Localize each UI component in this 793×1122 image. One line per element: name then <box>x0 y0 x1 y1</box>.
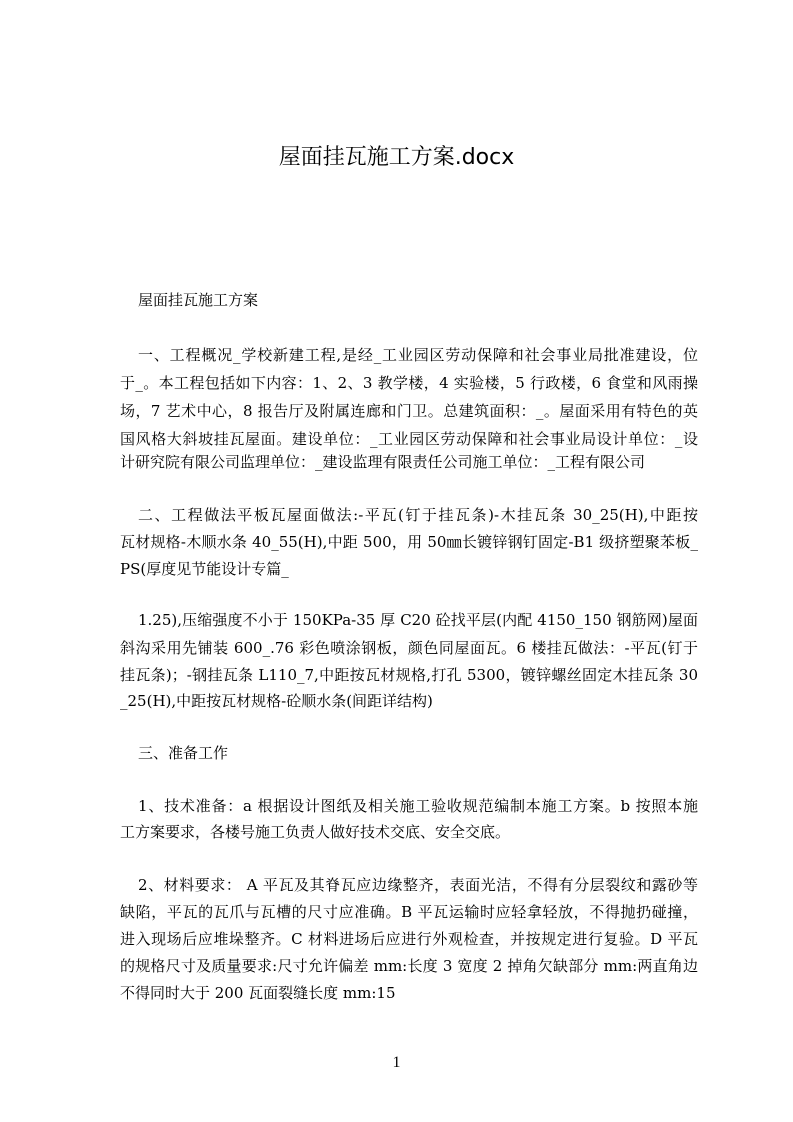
body-line: 工方案要求，各楼号施工负责人做好技术交底、安全交底。 <box>120 823 511 841</box>
body-line: 一、工程概况_学校新建工程,是经_工业园区劳动保障和社会事业局批准建设，位 <box>138 346 698 364</box>
body-line: 1、技术准备：a 根据设计图纸及相关施工验收规范编制本施工方案。b 按照本施 <box>138 797 698 815</box>
body-line: 瓦材规格-木顺水条 40_55(H),中距 500，用 50㎜长镀锌钢钉固定-B1 级挤塑聚苯板_ <box>120 533 698 551</box>
body-line: PS(厚度见节能设计专篇_ <box>120 560 289 578</box>
body-line: 2、材料要求： A 平瓦及其脊瓦应边缘整齐，表面光洁，不得有分层裂纹和露砂等 <box>138 876 698 894</box>
body-line: 的规格尺寸及质量要求:尺寸允许偏差 mm:长度 3 宽度 2 掉角欠缺部分 mm:两直角边 <box>120 957 698 975</box>
body-line: 计研究院有限公司监理单位：_建设监理有限责任公司施工单位：_工程有限公司 <box>120 453 646 471</box>
body-line: 挂瓦条)；-钢挂瓦条 L110_7,中距按瓦材规格,打孔 5300，镀锌螺丝固定木挂瓦条 30 <box>120 666 698 684</box>
body-line: 1.25),压缩强度不小于 150KPa-35 厚 C20 砼找平层(内配 4150_150 钢筋网)屋面 <box>138 611 698 629</box>
section-heading: 三、准备工作 <box>138 744 229 762</box>
body-line: 不得同时大于 200 瓦面裂缝长度 mm:15 <box>120 984 396 1002</box>
body-line: 进入现场后应堆垛整齐。C 材料进场后应进行外观检查，并按规定进行复验。D 平瓦 <box>120 930 698 948</box>
body-line: 国风格大斜坡挂瓦屋面。建设单位：_工业园区劳动保障和社会事业局设计单位：_设 <box>120 430 698 448</box>
body-line: _25(H),中距按瓦材规格-砼顺水条(间距详结构) <box>120 692 433 710</box>
body-line: 缺陷，平瓦的瓦爪与瓦槽的尺寸应准确。B 平瓦运输时应轻拿轻放，不得抛扔碰撞， <box>120 903 698 921</box>
body-line: 二、工程做法平板瓦屋面做法:-平瓦(钉于挂瓦条)-木挂瓦条 30_25(H),中距按 <box>138 506 698 524</box>
body-line: 于_。本工程包括如下内容：1、2、3 教学楼，4 实验楼，5 行政楼，6 食堂和风雨操 <box>120 374 698 392</box>
document-title: 屋面挂瓦施工方案.docx <box>278 145 515 170</box>
page-number: 1 <box>392 1054 401 1071</box>
document-heading: 屋面挂瓦施工方案 <box>138 291 259 309</box>
body-line: 场，7 艺术中心，8 报告厅及附属连廊和门卫。总建筑面积：_。屋面采用有特色的英 <box>120 402 698 420</box>
body-line: 斜沟采用先铺装 600_.76 彩色喷涂钢板，颜色同屋面瓦。6 楼挂瓦做法：-平瓦(钉于 <box>120 639 698 657</box>
